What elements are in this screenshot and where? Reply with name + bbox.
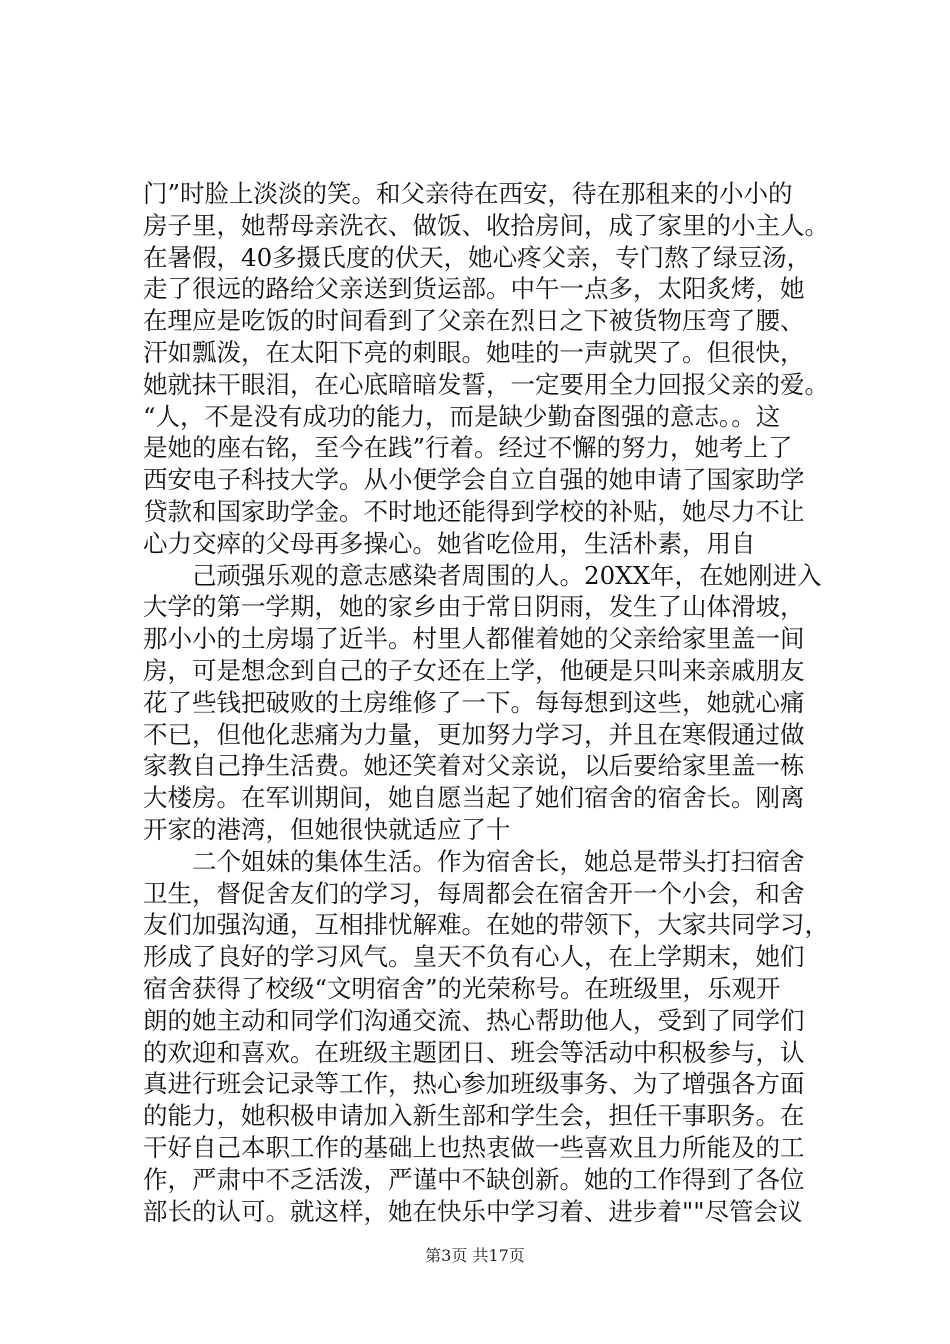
text-line: 的欢迎和喜欢。在班级主题团日、班会等活动中积极参与，认 [143,1037,805,1067]
text-line: 二个姐妹的集体生活。作为宿舍长，她总是带头打扫宿舍 [192,846,805,876]
text-line: 大楼房。在军训期间，她自愿当起了她们宿舍的宿舍长。刚离 [143,783,805,813]
text-line: 部长的认可。就这样，她在快乐中学习着、进步着""尽管会议 [143,1196,803,1226]
text-line: 形成了良好的学习风气。皇天不负有心人，在上学期末，她们 [143,942,805,972]
text-line: 大学的第一学期，她的家乡由于常日阴雨，发生了山体滑坡， [143,592,805,622]
text-line: 花了些钱把破败的土房维修了一下。每每想到这些，她就心痛 [143,687,805,717]
text-line: 在理应是吃饭的时间看到了父亲在烈日之下被货物压弯了腰、 [143,306,805,336]
text-line: 门”时脸上淡淡的笑。和父亲待在西安，待在那租来的小小的 [143,179,793,208]
body-text [143,178,833,1227]
text-line: 的能力，她积极申请加入新生部和学生会，担任干事职务。在 [143,1101,805,1131]
text-line: 卫生，督促舍友们的学习，每周都会在宿舍开一个小会，和舍 [143,878,805,908]
text-line: 她就抹干眼泪，在心底暗暗发誓，一定要用全力回报父亲的爱。 [143,369,829,399]
text-line: 走了很远的路给父亲送到货运部。中午一点多，太阳炙烤，她 [143,274,805,304]
text-line: 宿舍获得了校级“文明宿舍”的光荣称号。在班级里，乐观开 [143,973,781,1003]
text-line: 朗的她主动和同学们沟通交流、热心帮助他人，受到了同学们 [143,1005,805,1035]
text-line: 汗如瓢泼，在太阳下亮的刺眼。她哇的一声就哭了。但很快， [143,337,805,367]
text-line: 在暑假，40多摄氏度的伏天，她心疼父亲，专门熬了绿豆汤， [143,242,812,272]
text-line: 不已，但他化悲痛为力量，更加努力学习，并且在寒假通过做 [143,719,805,749]
text-line: 己顽强乐观的意志感染者周围的人。20XX年，在她刚进入 [192,560,822,590]
text-line: 干好自己本职工作的基础上也热衷做一些喜欢且力所能及的工 [143,1132,805,1162]
page-number-label: 第3页 共17页 [425,1246,525,1265]
text-line: 作，严肃中不乏活泼，严谨中不缺创新。她的工作得到了各位 [143,1164,805,1194]
page-footer [0,1243,950,1266]
text-line: 家教自己挣生活费。她还笑着对父亲说，以后要给家里盖一栋 [143,751,805,781]
text-line: 心力交瘁的父母再多操心。她省吃俭用，生活朴素，用自 [143,528,756,558]
text-line: 房，可是想念到自己的子女还在上学，他硬是只叫来亲戚朋友 [143,655,805,685]
text-line: 友们加强沟通，互相排忧解难。在她的带领下，大家共同学习， [143,910,829,940]
text-line: 是她的座右铭，至今在践”行着。经过不懈的努力，她考上了 [143,433,793,463]
text-line: 真进行班会记录等工作，热心参加班级事务、为了增强各方面 [143,1069,805,1099]
text-line: 开家的港湾，但她很快就适应了十 [143,814,511,844]
text-line: 贷款和国家助学金。不时地还能得到学校的补贴，她尽力不让 [143,496,805,526]
text-line: 房子里，她帮母亲洗衣、做饭、收拾房间，成了家里的小主人。 [143,210,829,240]
text-line: “人，不是没有成功的能力，而是缺少勤奋图强的意志。。这 [143,401,781,431]
text-line: 西安电子科技大学。从小便学会自立自强的她申请了国家助学 [143,465,805,495]
text-line: 那小小的土房塌了近半。村里人都催着她的父亲给家里盖一间 [143,624,805,654]
